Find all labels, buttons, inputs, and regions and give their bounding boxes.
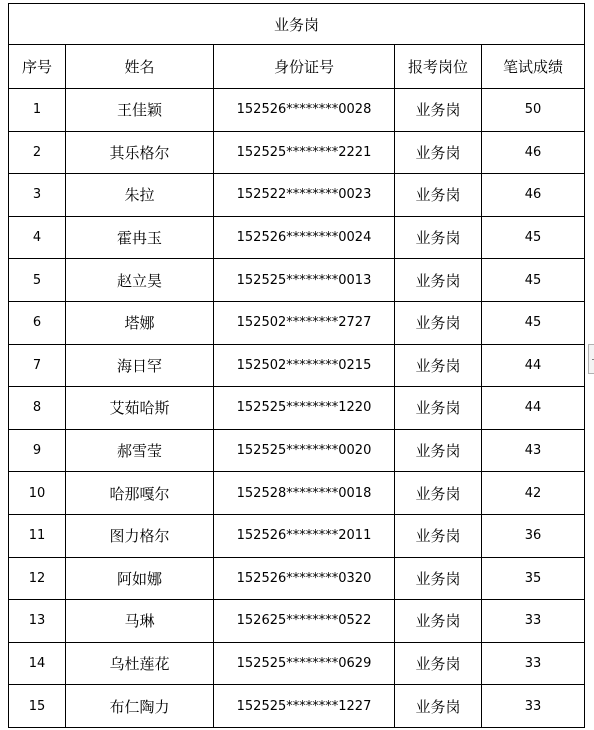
table-row [9,429,585,472]
cell-name: 王佳颖 [66,89,214,132]
cell-seq: 5 [9,259,66,302]
cell-seq: 6 [9,301,66,344]
cell-position: 业务岗 [395,600,482,643]
cell-score: 33 [482,600,585,643]
table-row [9,301,585,344]
cell-name: 马琳 [66,600,214,643]
cell-seq: 2 [9,131,66,174]
cell-id-number: 152528********0018 [214,472,395,515]
cell-score: 44 [482,344,585,387]
cell-name: 艾茹哈斯 [66,387,214,430]
cell-position: 业务岗 [395,89,482,132]
cell-score: 45 [482,216,585,259]
cell-id-number: 152502********0215 [214,344,395,387]
cell-id-number: 152525********0013 [214,259,395,302]
cell-id-number: 152526********2011 [214,514,395,557]
cell-name: 阿如娜 [66,557,214,600]
cell-name: 郝雪莹 [66,429,214,472]
cell-position: 业务岗 [395,387,482,430]
cell-score: 46 [482,174,585,217]
table-title: 业务岗 [9,4,585,45]
cell-position: 业务岗 [395,557,482,600]
cell-position: 业务岗 [395,472,482,515]
cell-name: 塔娜 [66,301,214,344]
cell-id-number: 152525********1220 [214,387,395,430]
table-header-row [9,45,585,89]
table-row [9,472,585,515]
table-row [9,557,585,600]
table-title-row [9,4,585,45]
cell-seq: 12 [9,557,66,600]
cell-name: 布仁陶力 [66,685,214,728]
cell-seq: 8 [9,387,66,430]
cell-id-number: 152522********0023 [214,174,395,217]
score-table [8,3,585,728]
cell-name: 乌杜莲花 [66,642,214,685]
cell-seq: 1 [9,89,66,132]
cell-score: 35 [482,557,585,600]
table-row [9,387,585,430]
cell-position: 业务岗 [395,429,482,472]
cell-score: 33 [482,642,585,685]
cell-position: 业务岗 [395,131,482,174]
cell-position: 业务岗 [395,174,482,217]
cell-id-number: 152526********0320 [214,557,395,600]
cell-score: 42 [482,472,585,515]
cell-name: 图力格尔 [66,514,214,557]
cell-name: 朱拉 [66,174,214,217]
cell-position: 业务岗 [395,301,482,344]
cell-seq: 7 [9,344,66,387]
header-seq: 序号 [9,45,66,89]
cell-seq: 10 [9,472,66,515]
cell-position: 业务岗 [395,685,482,728]
cell-id-number: 152625********0522 [214,600,395,643]
table-row [9,514,585,557]
cell-score: 33 [482,685,585,728]
cell-score: 36 [482,514,585,557]
cell-score: 45 [482,301,585,344]
header-position: 报考岗位 [395,45,482,89]
cell-seq: 11 [9,514,66,557]
cell-score: 46 [482,131,585,174]
cell-id-number: 152526********0024 [214,216,395,259]
cell-id-number: 152525********2221 [214,131,395,174]
header-id-number: 身份证号 [214,45,395,89]
cell-seq: 3 [9,174,66,217]
cell-id-number: 152525********0020 [214,429,395,472]
cell-seq: 13 [9,600,66,643]
cell-id-number: 152525********0629 [214,642,395,685]
cell-position: 业务岗 [395,216,482,259]
cell-id-number: 152526********0028 [214,89,395,132]
table-row [9,685,585,728]
cell-score: 43 [482,429,585,472]
table-row [9,131,585,174]
cell-id-number: 152502********2727 [214,301,395,344]
score-table-body [9,4,585,728]
header-name: 姓名 [66,45,214,89]
cell-name: 哈那嘎尔 [66,472,214,515]
cell-score: 44 [482,387,585,430]
cell-seq: 9 [9,429,66,472]
table-row [9,344,585,387]
cell-name: 其乐格尔 [66,131,214,174]
cell-seq: 15 [9,685,66,728]
cell-score: 45 [482,259,585,302]
table-row [9,216,585,259]
expand-handle[interactable] [588,344,594,374]
table-row [9,259,585,302]
cell-name: 霍冉玉 [66,216,214,259]
cell-seq: 14 [9,642,66,685]
cell-position: 业务岗 [395,259,482,302]
table-row [9,642,585,685]
cell-position: 业务岗 [395,514,482,557]
table-row [9,600,585,643]
cell-id-number: 152525********1227 [214,685,395,728]
cell-name: 赵立昊 [66,259,214,302]
table-row [9,89,585,132]
cell-score: 50 [482,89,585,132]
cell-name: 海日罕 [66,344,214,387]
header-score: 笔试成绩 [482,45,585,89]
table-row [9,174,585,217]
cell-position: 业务岗 [395,344,482,387]
cell-seq: 4 [9,216,66,259]
cell-position: 业务岗 [395,642,482,685]
